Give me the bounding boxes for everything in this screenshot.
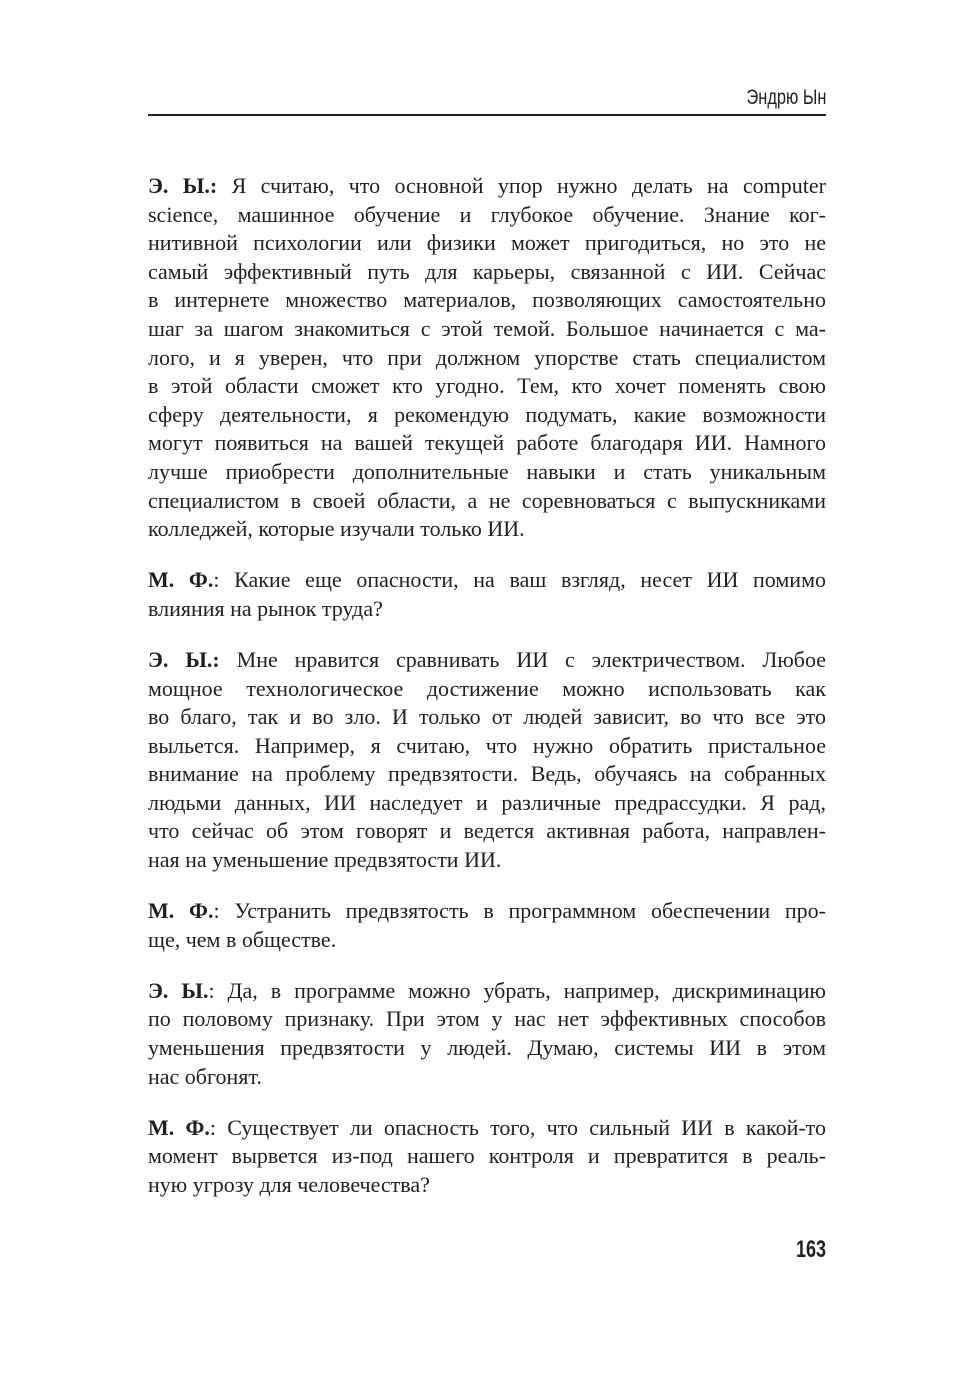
dialogue-paragraph — [148, 566, 826, 623]
line-text: влияния на рынок труда? — [148, 595, 383, 621]
text-line — [148, 566, 826, 595]
text-line — [148, 315, 826, 344]
line-text: мощное технологическое достижение можно использовать как — [148, 675, 826, 701]
line-text: колледжей, которые изучали только ИИ. — [148, 516, 525, 542]
line-text: шаг за шагом знакомиться с этой темой. Большое начинается с ма- — [148, 315, 826, 341]
line-text: самый эффективный путь для карьеры, связанной с ИИ. Сейчас — [148, 258, 826, 284]
text-line — [148, 846, 826, 875]
text-line — [148, 732, 826, 761]
line-text: уменьшения предвзятости у людей. Думаю, системы ИИ в этом — [148, 1035, 826, 1061]
line-text: лучше приобрести дополнительные навыки и стать уникальным — [148, 458, 826, 484]
line-text: выльется. Например, я считаю, что нужно обратить пристальное — [148, 732, 826, 758]
text-line — [148, 646, 826, 675]
text-line — [148, 429, 826, 458]
speaker-label: Э. Ы. — [148, 977, 209, 1003]
text-line — [148, 1063, 826, 1092]
text-line — [148, 1005, 826, 1034]
text-line — [148, 1171, 826, 1200]
text-line — [148, 675, 826, 704]
line-text: могут появиться на вашей текущей работе благодаря ИИ. Намного — [148, 430, 826, 456]
line-text: нас обгонят. — [148, 1063, 262, 1089]
text-line — [148, 401, 826, 430]
dialogue-paragraph — [148, 646, 826, 875]
line-text: лого, и я уверен, что при должном упорстве стать специалистом — [148, 344, 826, 370]
line-text: по половому признаку. При этом у нас нет эффективных способов — [148, 1006, 826, 1032]
text-line — [148, 760, 826, 789]
speaker-label: Э. Ы.: — [148, 646, 220, 672]
page-body — [148, 172, 826, 1222]
speaker-label: М. Ф. — [148, 898, 214, 924]
line-text: нитивной психологии или физики может пригодиться, но это не — [148, 230, 826, 256]
text-line — [148, 372, 826, 401]
text-line — [148, 344, 826, 373]
line-text: Мне нравится сравнивать ИИ с электричеством. Любое — [219, 646, 826, 672]
line-text: : Да, в программе можно убрать, например, дискриминацию — [208, 977, 826, 1003]
line-text: людьми данных, ИИ наследует и различные предрассудки. Я рад, — [148, 789, 826, 815]
text-line — [148, 201, 826, 230]
line-text: внимание на проблему предвзятости. Ведь, обучаясь на собранных — [148, 761, 826, 787]
text-line — [148, 1034, 826, 1063]
line-text: ная на уменьшение предвзятости ИИ. — [148, 847, 502, 873]
line-text: Я считаю, что основной упор нужно делать на computer — [217, 173, 826, 198]
line-text: science, машинное обучение и глубокое обучение. Знание ког- — [148, 201, 826, 227]
line-text: : Устранить предвзятость в программном обеспечении про- — [213, 898, 826, 924]
speaker-label: М. Ф. — [148, 567, 214, 593]
line-text: : Какие еще опасности, на ваш взгляд, несет ИИ помимо — [213, 567, 826, 593]
header-rule — [148, 114, 826, 116]
line-text: ную угрозу для человечества? — [148, 1171, 430, 1197]
dialogue-paragraph — [148, 977, 826, 1091]
text-line — [148, 926, 826, 955]
page-number: 163 — [795, 1236, 826, 1263]
line-text: сферу деятельности, я рекомендую подумать, какие возможности — [148, 401, 826, 427]
text-line — [148, 515, 826, 544]
dialogue-paragraph — [148, 1114, 826, 1200]
text-line — [148, 487, 826, 516]
line-text: ще, чем в обществе. — [148, 926, 337, 952]
text-line — [148, 258, 826, 287]
line-text: что сейчас об этом говорят и ведется активная работа, направлен- — [148, 818, 826, 844]
text-line — [148, 897, 826, 926]
text-line — [148, 229, 826, 258]
line-text: специалистом в своей области, а не соревноваться с выпускниками — [148, 487, 826, 513]
line-text: в интернете множество материалов, позволяющих самостоятельно — [148, 287, 826, 313]
text-line — [148, 458, 826, 487]
running-head: Эндрю Ын — [746, 86, 826, 109]
line-text: : Существует ли опасность того, что сильный ИИ в какой-то — [209, 1114, 826, 1140]
text-line — [148, 1114, 826, 1143]
text-line — [148, 286, 826, 315]
line-text: в этой области сможет кто угодно. Тем, кто хочет поменять свою — [148, 373, 826, 399]
text-line — [148, 817, 826, 846]
dialogue-paragraph — [148, 897, 826, 954]
speaker-label: М. Ф. — [148, 1114, 210, 1140]
line-text: момент вырвется из-под нашего контроля и превратится в реаль- — [148, 1143, 826, 1169]
speaker-label: Э. Ы.: — [148, 173, 218, 198]
text-line — [148, 977, 826, 1006]
text-line — [148, 1142, 826, 1171]
text-line — [148, 172, 826, 201]
line-text: во благо, так и во зло. И только от людей зависит, во что все это — [148, 704, 826, 730]
text-line — [148, 703, 826, 732]
dialogue-paragraph — [148, 172, 826, 544]
text-line — [148, 789, 826, 818]
text-line — [148, 595, 826, 624]
